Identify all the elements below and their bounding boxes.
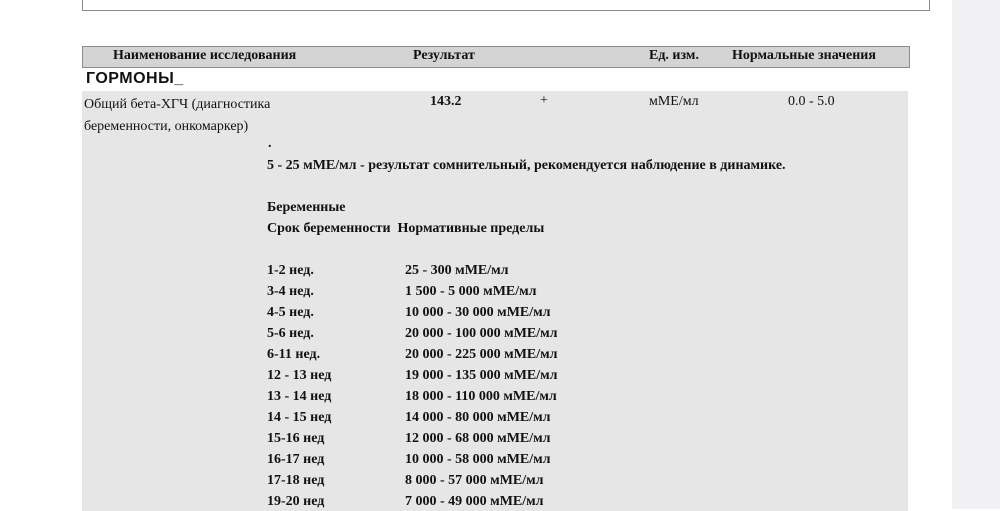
pregnant-title: Беременные: [267, 200, 346, 215]
list-item: [267, 284, 907, 305]
result-unit: мМЕ/мл: [649, 94, 699, 109]
norms-columns-title: Срок беременности Нормативные пределы: [267, 221, 545, 236]
table-header: [82, 46, 910, 68]
range: 25 - 300 мМЕ/мл: [405, 263, 509, 278]
list-item: [267, 431, 907, 452]
comment-dot: .: [268, 136, 272, 151]
term: 17-18 нед: [267, 473, 325, 488]
list-item: [267, 326, 907, 347]
term: 15-16 нед: [267, 431, 325, 446]
term: 13 - 14 нед: [267, 389, 332, 404]
term: 19-20 нед: [267, 494, 325, 509]
result-value: 143.2: [430, 94, 462, 109]
list-item: [267, 263, 907, 284]
term: 12 - 13 нед: [267, 368, 332, 383]
range: 18 000 - 110 000 мМЕ/мл: [405, 389, 557, 404]
list-item: [267, 347, 907, 368]
test-name-line2: беременности, онкомаркер): [84, 119, 249, 134]
range: 8 000 - 57 000 мМЕ/мл: [405, 473, 544, 488]
header-name: Наименование исследования: [113, 48, 297, 63]
header-result: Результат: [413, 48, 475, 63]
list-item: [267, 452, 907, 473]
range: 14 000 - 80 000 мМЕ/мл: [405, 410, 551, 425]
doubtful-note: 5 - 25 мМЕ/мл - результат сомнительный, рекомендуется наблюдение в динамике.: [267, 158, 786, 173]
range: 1 500 - 5 000 мМЕ/мл: [405, 284, 537, 299]
term: 4-5 нед.: [267, 305, 314, 320]
term: 1-2 нед.: [267, 263, 314, 278]
term: 3-4 нед.: [267, 284, 314, 299]
range: 7 000 - 49 000 мМЕ/мл: [405, 494, 544, 509]
list-item: [267, 305, 907, 326]
range: 10 000 - 30 000 мМЕ/мл: [405, 305, 551, 320]
list-item: [267, 389, 907, 410]
range: 10 000 - 58 000 мМЕ/мл: [405, 452, 551, 467]
term: 6-11 нед.: [267, 347, 321, 362]
previous-section-frame: [82, 0, 930, 11]
result-norm: 0.0 - 5.0: [788, 94, 835, 109]
section-title: ГОРМОНЫ_: [86, 70, 184, 87]
page-gutter: [952, 0, 1000, 509]
header-norm: Нормальные значения: [732, 48, 876, 63]
header-unit: Ед. изм.: [649, 48, 699, 63]
range: 20 000 - 225 000 мМЕ/мл: [405, 347, 558, 362]
list-item: [267, 494, 907, 509]
list-item: [267, 368, 907, 389]
term: 14 - 15 нед: [267, 410, 332, 425]
term: 5-6 нед.: [267, 326, 314, 341]
test-name-line1: Общий бета-ХГЧ (диагностика: [84, 97, 271, 112]
term: 16-17 нед: [267, 452, 325, 467]
result-flag: +: [540, 93, 548, 108]
test-name: [84, 94, 334, 138]
range: 20 000 - 100 000 мМЕ/мл: [405, 326, 558, 341]
list-item: [267, 473, 907, 494]
range: 12 000 - 68 000 мМЕ/мл: [405, 431, 551, 446]
range: 19 000 - 135 000 мМЕ/мл: [405, 368, 558, 383]
list-item: [267, 410, 907, 431]
